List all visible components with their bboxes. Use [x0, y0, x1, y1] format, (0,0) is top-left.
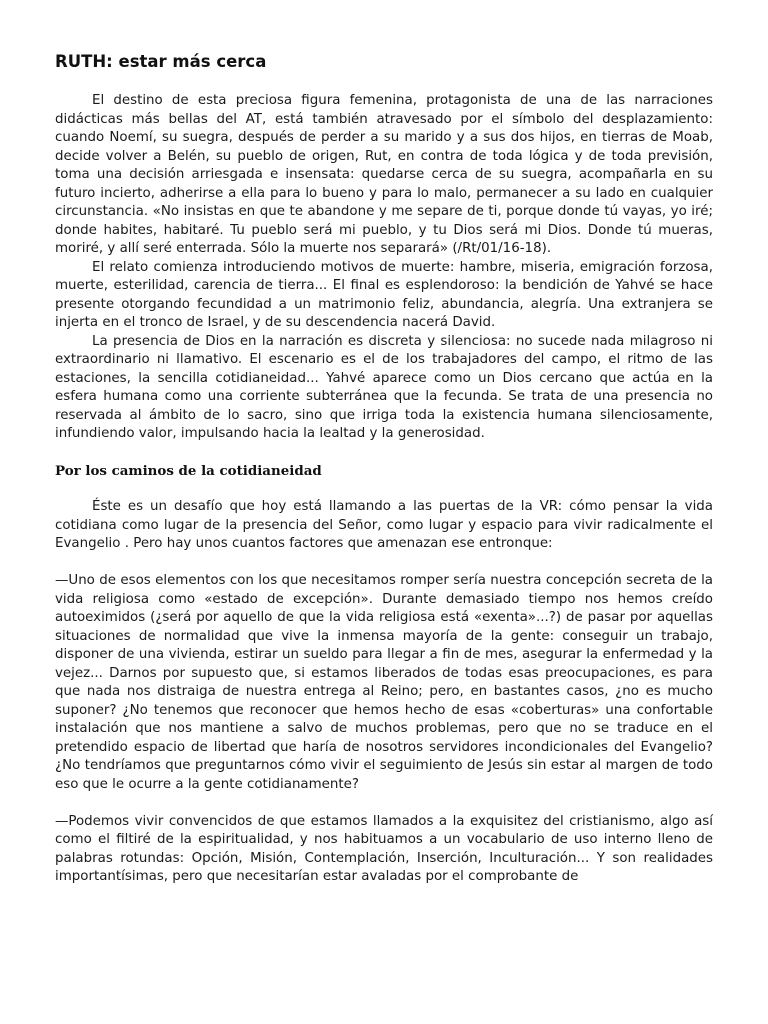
paragraph-gap — [55, 794, 713, 813]
paragraph-challenge-intro: Éste es un desafío que hoy está llamando a las puertas de la VR: cómo pensar la vida cotidiana como lugar de la presencia del Señor, como lugar y espacio para vivir radicalmente el Evangelio . Pero hay unos cuantos factores que amenazan ese entronque: — [55, 499, 713, 551]
paragraph-ruth-destiny: El destino de esta preciosa figura femenina, protagonista de una de las narraciones didácticas más bellas del AT, está también atravesado por el símbolo del desplazamiento: cuando Noemí, su suegra, después de perder a su marido y a sus dos hijos, en tierras de Moab, decide volver a Belén, su pueblo de origen, Rut, en contra de toda lógica y de toda previsión, toma una decisión arriesgada e insensata: quedarse cerca de su suegra, acompañarla en su futuro incierto, adherirse a ella para lo bueno y para lo malo, permanecer a su lado en cualquier circunstancia. «No insistas en que te abandone y me separe de ti, porque donde tú vayas, yo iré; donde habites, habitaré. Tu pueblo será mi pueblo, y tu Dios será mi Dios. Donde tú mueras, moriré, y allí seré enterrada. Sólo la muerte nos separará» (/Rt/01/16-18). — [55, 93, 713, 256]
paragraph-point-one: —Uno de esos elementos con los que necesitamos romper sería nuestra concepción secreta de la vida religiosa como «estado de excepción». Durante demasiado tiempo nos hemos creído autoeximidos (¿será por aquello de que la vida religiosa está «exenta»...?) de pasar por aquellas situaciones de normalidad que vive la inmensa mayoría de la gente: conseguir un trabajo, disponer de una vivienda, estirar un sueldo para llegar a fin de mes, asegurar la enfermedad y la vejez... Darnos por supuesto que, si estamos liberados de todas esas preocupaciones, es para que nada nos distraiga de nuestra entrega al Reino; pero, en bastantes casos, ¿no es mucho suponer? ¿No tenemos que reconocer que hemos hecho de esas «coberturas» una confortable instalación que nos mantiene a salvo de muchos problemas, pero que no se traduce en el pretendido espacio de libertad que haría de nosotros servidores incondicionales del Evangelio? ¿No tendríamos que preguntarnos cómo vivir el seguimiento de Jesús sin estar al margen de todo eso que le ocurre a la gente cotidianamente? — [55, 573, 713, 792]
paragraph-presence-of-god: La presencia de Dios en la narración es discreta y silenciosa: no sucede nada milagroso ni extraordinario ni llamativo. El escenario es el de los trabajadores del campo, el ritmo de las estaciones, la sencilla cotidianeidad... Yahvé aparece como un Dios cercano que actúa en la esfera humana como una corriente subterránea que la fecunda. Se trata de una presencia no reservada al ámbito de lo sacro, sino que irriga toda la existencia humana silenciosamente, infundiendo valor, impulsando hacia la lealtad y la generosidad. — [55, 333, 713, 441]
document-title: RUTH: estar más cerca — [55, 52, 267, 71]
paragraph-point-two: —Podemos vivir convencidos de que estamos llamados a la exquisitez del cristianismo, algo así como el filtiré de la espiritualidad, y nos habituamos a un vocabulario de uso interno lleno de palabras rotundas: Opción, Misión, Contemplación, Inserción, Inculturación... Y son realidades importantísimas, pero que necesitarían estar avaladas por el comprobante de — [55, 813, 713, 884]
paragraph-story-motifs: El relato comienza introduciendo motivos de muerte: hambre, miseria, emigración forzosa, muerte, esterilidad, carencia de tierra... El final es esplendoroso: la bendición de Yahvé se hace presente otorgando fecundidad a un matrimonio feliz, abundancia, alegría. Una extranjera se injerta en el tronco de Israel, y de su descendencia nacerá David. — [55, 259, 713, 330]
section-heading: Por los caminos de la cotidianeidad — [55, 462, 322, 479]
document-page — [55, 50, 713, 887]
paragraph-gap — [55, 554, 713, 573]
